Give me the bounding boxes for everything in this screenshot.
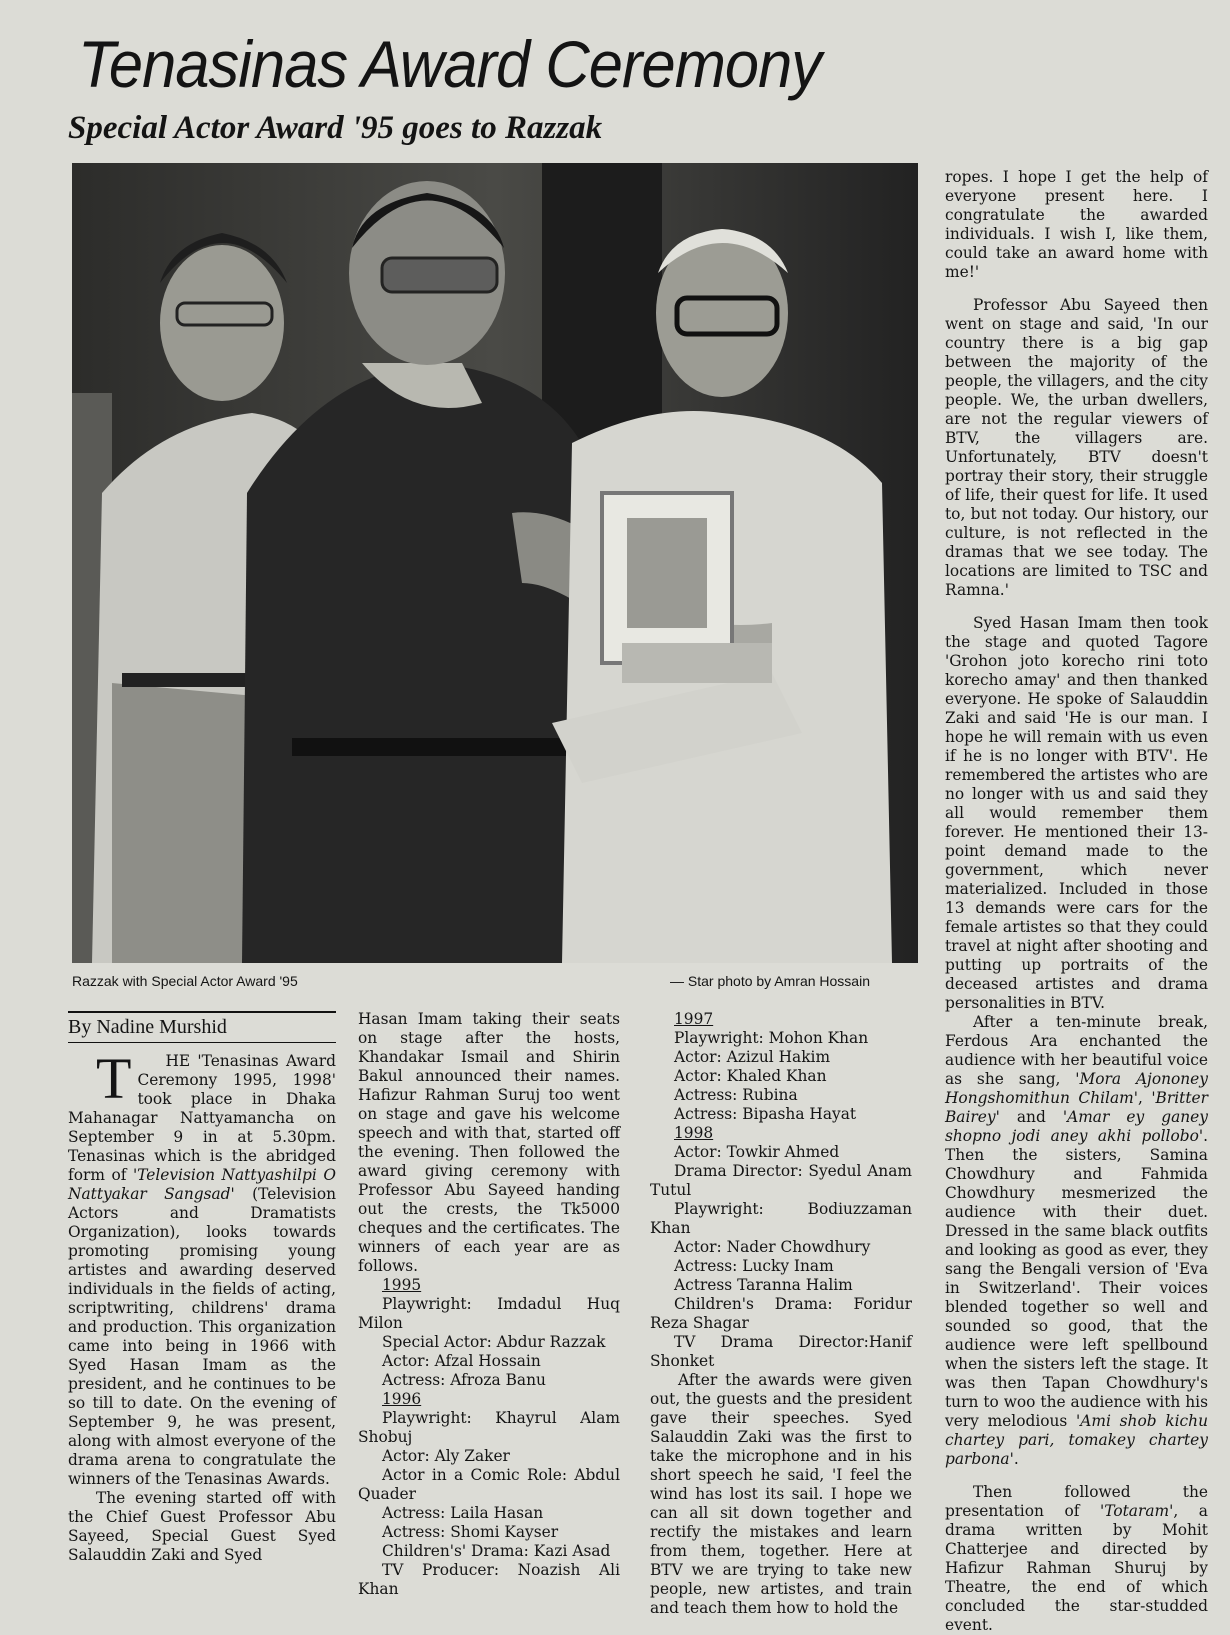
article-column-2 [358,1010,620,1599]
winners-year-1995: 1995 [382,1276,422,1294]
winners-year-1997: 1997 [674,1010,714,1028]
article-paragraph: ropes. I hope I get the help of everyone present here. I congratulate the awarded individuals. I wish I, like them, could take an award home with me!' [945,168,1208,281]
photo-credit: — Star photo by Amran Hossain [670,973,870,989]
winner-entry: Actress: Lucky Inam [674,1257,834,1275]
headline: Tenasinas Award Ceremony [78,27,822,101]
subheadline: Special Actor Award '95 goes to Razzak [68,110,603,146]
byline: By Nadine Murshid [68,1016,227,1038]
winner-entry: Playwright: Khayrul Alam Shobuj [358,1409,620,1446]
article-paragraph: The evening started off with the Chief Guest Professor Abu Sayeed, Special Guest Syed Salauddin Zaki and Syed [68,1489,336,1564]
article-column-1 [68,1046,336,1565]
winner-entry: Actress: Shomi Kayser [382,1523,559,1541]
winner-entry: Actor in a Comic Role: Abdul Quader [358,1466,620,1503]
winner-entry: Actress: Rubina [674,1086,798,1104]
winner-entry: Actor: Aly Zaker [382,1447,510,1465]
winner-entry: TV Drama Director:Hanif Shonket [650,1333,912,1370]
winner-entry: Actor: Towkir Ahmed [674,1143,840,1161]
ceremony-photo [72,163,918,963]
winner-entry: Children's' Drama: Kazi Asad [382,1542,611,1560]
article-paragraph: T HE 'Tenasinas Award Ceremony 1995, 1998' took place in Dhaka Mahanagar Nattyamancha on September 9 in at 5.30pm. Tenasinas which is the abridged form of 'Television Nattyashilpi O Nattyakar Sangsad' (Television Actors and Dramatists Organization), looks towards promoting promising young artistes and awarding deserved individuals in the fields of acting, scriptwriting, childrens' drama and production. This organization came into being in 1966 with Syed Hasan Imam as the president, and he continues to be so till to date. On the evening of September 9, he was present, along with almost everyone of the drama arena to congratulate the winners of the Tenasinas Awards. [68,1046,336,1488]
article-paragraph: Then followed the presentation of 'Totaram', a drama written by Mohit Chatterjee and directed by Hafizur Rahman Shuruj by Theatre, the end of which concluded the star-studded event. [945,1483,1208,1634]
article-column-4 [945,168,1208,1635]
photo-caption: Razzak with Special Actor Award '95 [72,973,298,989]
article-paragraph: After the awards were given out, the guests and the president gave their speeches. Syed Salauddin Zaki was the first to take the microphone and in his short speech he said, 'I feel the wind has lost its sail. I hope we can all sit down together and rectify the mistakes and learn from them, together. Here at BTV we are trying to take new people, new artistes, and train and teach them how to hold the [650,1371,912,1617]
article-paragraph: Hasan Imam taking their seats on stage after the hosts, Khandakar Ismail and Shirin Bakul announced their names. Hafizur Rahman Suruj too went on stage and gave his welcome speech and with that, started off the evening. Then followed the award giving ceremony with Professor Abu Sayeed handing out the crests, the Tk5000 cheques and the certificates. The winners of each year are as follows. [358,1010,620,1275]
winner-entry: Actress Taranna Halim [674,1276,853,1294]
drop-cap: T [96,1046,132,1111]
photo-illustration [72,163,918,963]
article-paragraph: Professor Abu Sayeed then went on stage and said, 'In our country there is a big gap between the majority of the people, the villagers, and the city people. We, the urban dwellers, are not the regular viewers of BTV, the villagers are. Unfortunately, BTV doesn't portray their story, their struggle of life, their quest for life. It used to, but not today. Our history, our culture, is not reflected in the dramas that we see today. The locations are limited to TSC and Ramna.' [945,296,1208,599]
winner-entry: Children's Drama: Foridur Reza Shagar [650,1295,912,1332]
byline-rule-bottom [68,1042,336,1043]
article-paragraph: Syed Hasan Imam then took the stage and quoted Tagore 'Grohon joto korecho rini toto korecho amay' and then thanked everyone. He spoke of Salauddin Zaki and said 'He is our man. I hope he will remain with us even if he is no longer with BTV'. He remembered the artistes who are no longer with us and said they all would remember them forever. He mentioned their 13-point demand made to the government, which never materialized. Included in those 13 demands were cars for the female artistes so that they could travel at night after shooting and putting up portraits of the deceased artistes and drama personalities in BTV. [945,614,1208,1012]
byline-rule-top [68,1011,336,1013]
article-paragraph: After a ten-minute break, Ferdous Ara enchanted the audience with her beautiful voice as she sang, 'Mora Ajononey Hongshomithun Chilam', 'Britter Bairey' and 'Amar ey ganey shopno jodi aney akhi pollobo'. Then the sisters, Samina Chowdhury and Fahmida Chowdhury mesmerized the audience with their duet. Dressed in the same black outfits and looking as good as ever, they sang the Bengali version of 'Eva in Switzerland'. Their voices blended together so well and sounded so good, that the audience were left spellbound when the sisters left the stage. It was then Tapan Chowdhury's turn to woo the audience with his very melodious 'Ami shob kichu chartey pari, tomakey chartey parbona'. [945,1013,1208,1468]
winner-entry: Actor: Azizul Hakim [674,1048,831,1066]
winner-entry: Actor: Khaled Khan [674,1067,827,1085]
winner-entry: Playwright: Imdadul Huq Milon [358,1295,620,1332]
winner-entry: Special Actor: Abdur Razzak [382,1333,606,1351]
winner-entry: Playwright: Bodiuzzaman Khan [650,1200,912,1237]
winner-entry: Actress: Laila Hasan [382,1504,544,1522]
winners-year-1998: 1998 [674,1124,714,1142]
winner-entry: Drama Director: Syedul Anam Tutul [650,1162,912,1199]
article-column-3 [650,1010,912,1618]
winners-year-1996: 1996 [382,1390,422,1408]
winner-entry: Playwright: Mohon Khan [674,1029,869,1047]
winner-entry: Actress: Bipasha Hayat [674,1105,857,1123]
winner-entry: TV Producer: Noazish Ali Khan [358,1561,620,1598]
winner-entry: Actor: Afzal Hossain [382,1352,541,1370]
winner-entry: Actor: Nader Chowdhury [674,1238,871,1256]
winner-entry: Actress: Afroza Banu [382,1371,546,1389]
